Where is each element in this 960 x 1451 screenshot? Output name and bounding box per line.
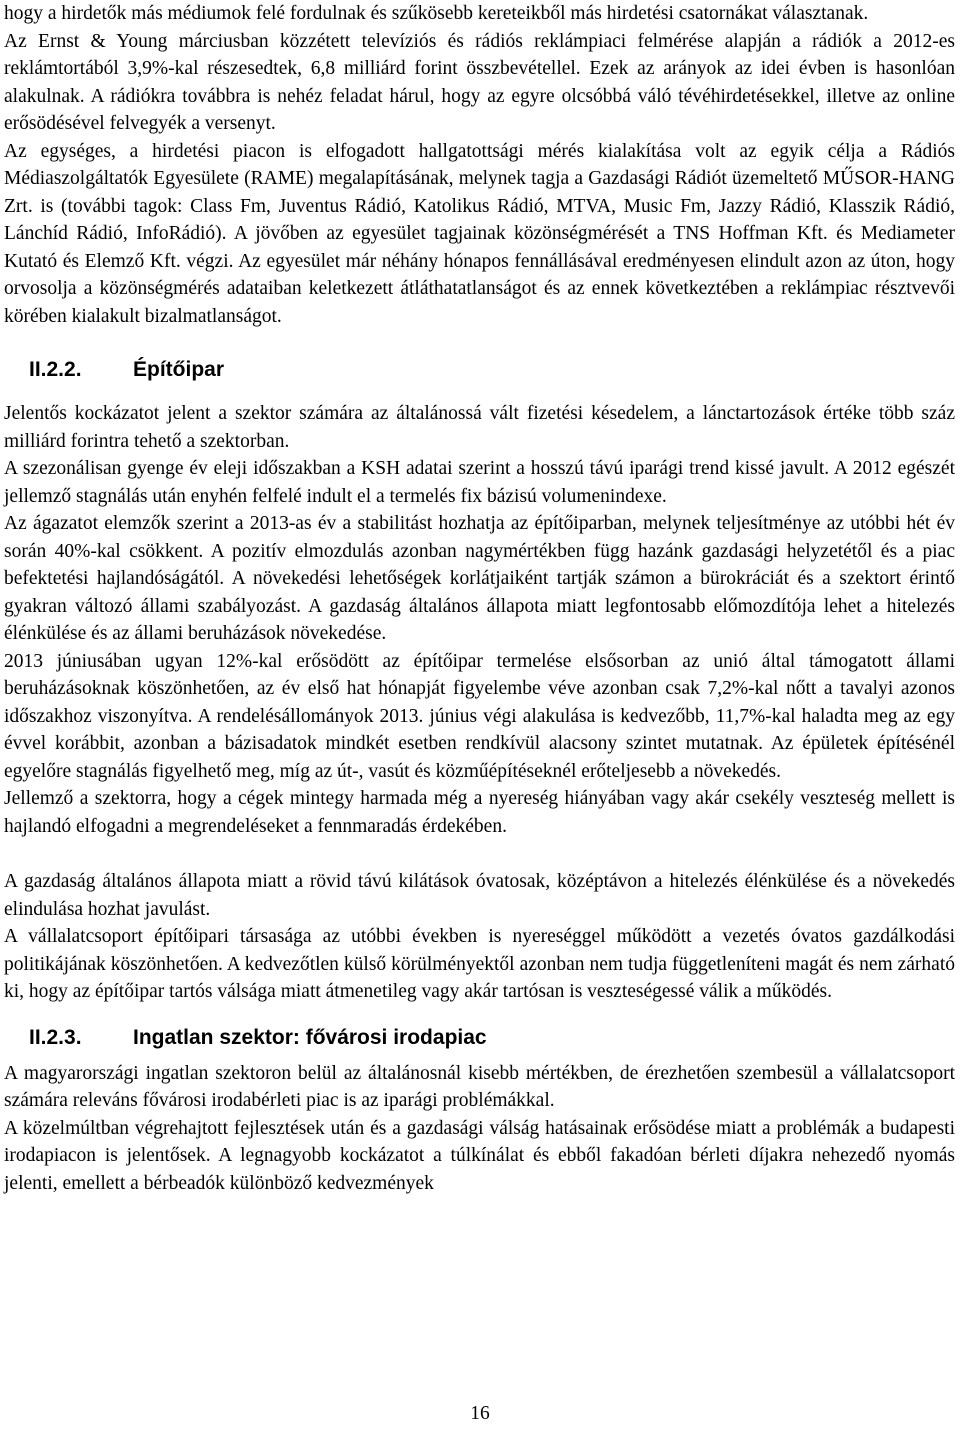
paragraph: hogy a hirdetők más médiumok felé fordulnak és szűkösebb kereteikből más hirdetési csatornákat választanak. xyxy=(4,3,869,24)
paragraph: A gazdaság általános állapota miatt a rövid távú kilátások óvatosak, középtávon a hitelezés élénkülése és a növekedés elindulása hozhat javulást. xyxy=(4,871,955,920)
paragraph: Jelentős kockázatot jelent a szektor számára az általánossá vált fizetési késedelem, a lánctartozások értéke több száz milliárd forintra tehető a szektorban. xyxy=(4,403,955,452)
page-number: 16 xyxy=(470,1403,490,1424)
section-number: II.2.2. xyxy=(29,358,82,381)
paragraph: A szezonálisan gyenge év eleji időszakban a KSH adatai szerint a hosszú távú iparági trend kissé javult. A 2012 egészét jellemző stagnálás után enyhén felfelé indult el a termelés fix bázisú volumenindexe. xyxy=(4,458,955,507)
document-page xyxy=(4,0,955,1197)
section-heading-real-estate xyxy=(4,1024,955,1052)
paragraph: Az Ernst & Young márciusban közzétett televíziós és rádiós reklámpiaci felmérése alapján a rádiók a 2012-es reklámtortából 3,9%-kal részesedtek, 6,8 milliárd forint összbevétellel. Ezek az arányok az idei évben is hasonlóan alakulnak. A rádiókra továbbra is nehéz feladat hárul, hogy az egyre olcsóbbá váló tévéhirdetésekkel, illetve az online erősödésével felvegyék a versenyt. xyxy=(4,30,955,134)
paragraph: Az egységes, a hirdetési piacon is elfogadott hallgatottsági mérés kialakítása volt az egyik célja a Rádiós Médiaszolgáltatók Egyesülete (RAME) megalapításának, melynek tagja a Gazdasági Rádiót üzemeltető MŰSOR-HANG Zrt. is (további tagok: Class Fm, Juventus Rádió, Katolikus Rádió, MTVA, Music Fm, Jazzy Rádió, Klasszik Rádió, Lánchíd Rádió, InfoRádió). A jövőben az egyesület tagjainak közönségmérését a TNS Hoffman Kft. és Mediameter Kutató és Elemző Kft. végzi. Az egyesület már néhány hónapos fennállásával eredményesen elindult azon az úton, hogy orvosolja a közönségmérés adataiban keletkezett átláthatatlanságot és az ennek következtében a reklámpiac résztvevői körében kialakult bizalmatlanságot. xyxy=(4,140,955,327)
paragraph: A magyarországi ingatlan szektoron belül az általánosnál kisebb mértékben, de érezhetően szembesül a vállalatcsoport számára releváns fővárosi irodabérleti piac is az iparági problémákkal. xyxy=(4,1062,955,1111)
section-title: Építőipar xyxy=(133,358,225,381)
paragraph: Jellemző a szektorra, hogy a cégek mintegy harmada még a nyereség hiányában vagy akár csekély veszteség mellett is hajlandó elfogadni a megrendeléseket a fennmaradás érdekében. xyxy=(4,788,955,837)
paragraph-spacer xyxy=(4,840,955,868)
paragraph: 2013 júniusában ugyan 12%-kal erősödött az építőipar termelése elsősorban az unió által támogatott állami beruházásoknak köszönhetően, az év első hat hónapját figyelembe véve azonban csak 7,2%-kal nőtt a tavalyi azonos időszakhoz viszonyítva. A rendelésállományok 2013. június végi alakulása is kedvezőbb, 11,7%-kal haladta meg az egy évvel korábbit, azonban a bázisadatok mindkét esetben rendkívül alacsony szintet mutatnak. Az épületek építésénél egyelőre stagnálás figyelhető meg, míg az út-, vasút és közműépítéseknél erőteljesebb a növekedés. xyxy=(4,650,955,782)
paragraph: A közelmúltban végrehajtott fejlesztések után és a gazdasági válság hatásainak erősödése miatt a problémák a budapesti irodapiacon is jelentősek. A legnagyobb kockázatot a túlkínálat és ebből fakadóan bérleti díjakra nehezedő nyomás jelenti, emellett a bérbeadók különböző kedvezmények xyxy=(4,1117,955,1194)
section-number: II.2.3. xyxy=(29,1025,82,1049)
paragraph: Az ágazatot elemzők szerint a 2013-as év a stabilitást hozhatja az építőiparban, melynek teljesítménye az utóbbi hét év során 40%-kal csökkent. A pozitív elmozdulás azonban nagymértékben függ hazánk gazdasági helyzetétől és a piac befektetési hajlandóságától. A növekedési lehetőségek korlátjaiként tartják számon a bürokráciát és a szektort érintő gyakran változó állami szabályozást. A gazdaság általános állapota miatt legfontosabb előmozdítója lehet a hitelezés élénkülése és az állami beruházások növekedése. xyxy=(4,513,955,644)
paragraph: A vállalatcsoport építőipari társasága az utóbbi években is nyereséggel működött a vezetés óvatos gazdálkodási politikájának köszönhetően. A kedvezőtlen külső körülményektől azonban nem tudja függetleníteni magát és nem zárható ki, hogy az építőipar tartós válsága miatt átmenetileg vagy akár tartósan is veszteségessé válik a működés. xyxy=(4,926,955,1002)
section-title: Ingatlan szektor: fővárosi irodapiac xyxy=(133,1025,487,1049)
section-heading-construction xyxy=(4,356,955,384)
